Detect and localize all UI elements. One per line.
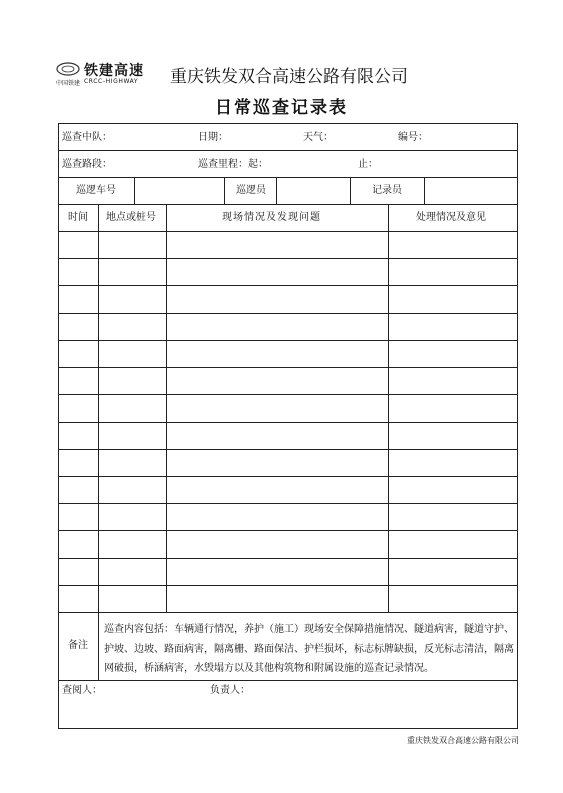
table-row	[58, 340, 518, 341]
col-divider	[276, 177, 277, 204]
table-row	[58, 394, 518, 395]
col-divider	[98, 204, 99, 680]
table-row	[58, 422, 518, 423]
crcc-logo-icon	[56, 62, 80, 76]
logo-sub-en: CRCC-HIGHWAY	[84, 78, 139, 85]
responsible-label: 负责人：	[210, 685, 250, 696]
table-row	[58, 585, 518, 586]
page-title: 日常巡查记录表	[215, 98, 348, 118]
mileage-end-label: 止：	[358, 159, 378, 170]
col-divider	[388, 204, 389, 612]
table-row	[58, 558, 518, 559]
column-header-location: 地点或桩号	[106, 212, 156, 223]
table-row	[58, 503, 518, 504]
recorder-label: 记录员	[372, 185, 402, 196]
row-divider	[58, 680, 518, 681]
mileage-label: 巡查里程：起：	[198, 159, 268, 170]
weather-label: 天气：	[303, 132, 333, 143]
logo-brand-text: 铁建高速	[84, 63, 144, 79]
patroller-label: 巡逻员	[236, 185, 266, 196]
table-row	[58, 449, 518, 450]
table-row	[58, 612, 518, 613]
table-row	[58, 367, 518, 368]
col-divider	[224, 177, 225, 204]
remarks-label: 备注	[68, 640, 88, 651]
logo-sub-cn: 中国铁建	[56, 80, 81, 87]
row-divider	[58, 177, 518, 178]
table-row	[58, 476, 518, 477]
col-divider	[424, 177, 425, 204]
column-header-handling: 处理情况及意见	[416, 212, 486, 223]
reviewer-label: 查阅人：	[62, 685, 102, 696]
table-row	[58, 258, 518, 259]
column-header-time: 时间	[68, 212, 88, 223]
remarks-text: 巡查内容包括：车辆通行情况，养护（施工）现场安全保障措施情况、隧道病害，隧道守护、护坡、边坡、路面病害，隔离栅、路面保洁、护栏损坏，标志标牌缺损，反光标志清洁，隔离网破损，桥涵病害，水毁塌方以及其他构筑物和附属设施的巡查记录情况。	[104, 624, 514, 674]
col-divider	[134, 177, 135, 204]
table-row	[58, 530, 518, 531]
number-label: 编号：	[398, 132, 428, 143]
section-label: 巡查路段：	[62, 159, 112, 170]
row-divider	[58, 150, 518, 151]
squad-label: 巡查中队：	[62, 132, 112, 143]
company-name: 重庆铁发双合高速公路有限公司	[170, 67, 408, 87]
company-logo	[56, 58, 152, 88]
col-divider	[350, 177, 351, 204]
row-divider	[58, 204, 518, 205]
footer-company: 重庆铁发双合高速公路有限公司	[407, 736, 519, 745]
table-row	[58, 285, 518, 286]
row-divider	[58, 231, 518, 232]
column-header-findings: 现场情况及发现问题	[222, 212, 321, 223]
car-number-label: 巡逻车号	[76, 185, 116, 196]
date-label: 日期：	[198, 132, 228, 143]
col-divider	[166, 204, 167, 612]
table-row	[58, 313, 518, 314]
